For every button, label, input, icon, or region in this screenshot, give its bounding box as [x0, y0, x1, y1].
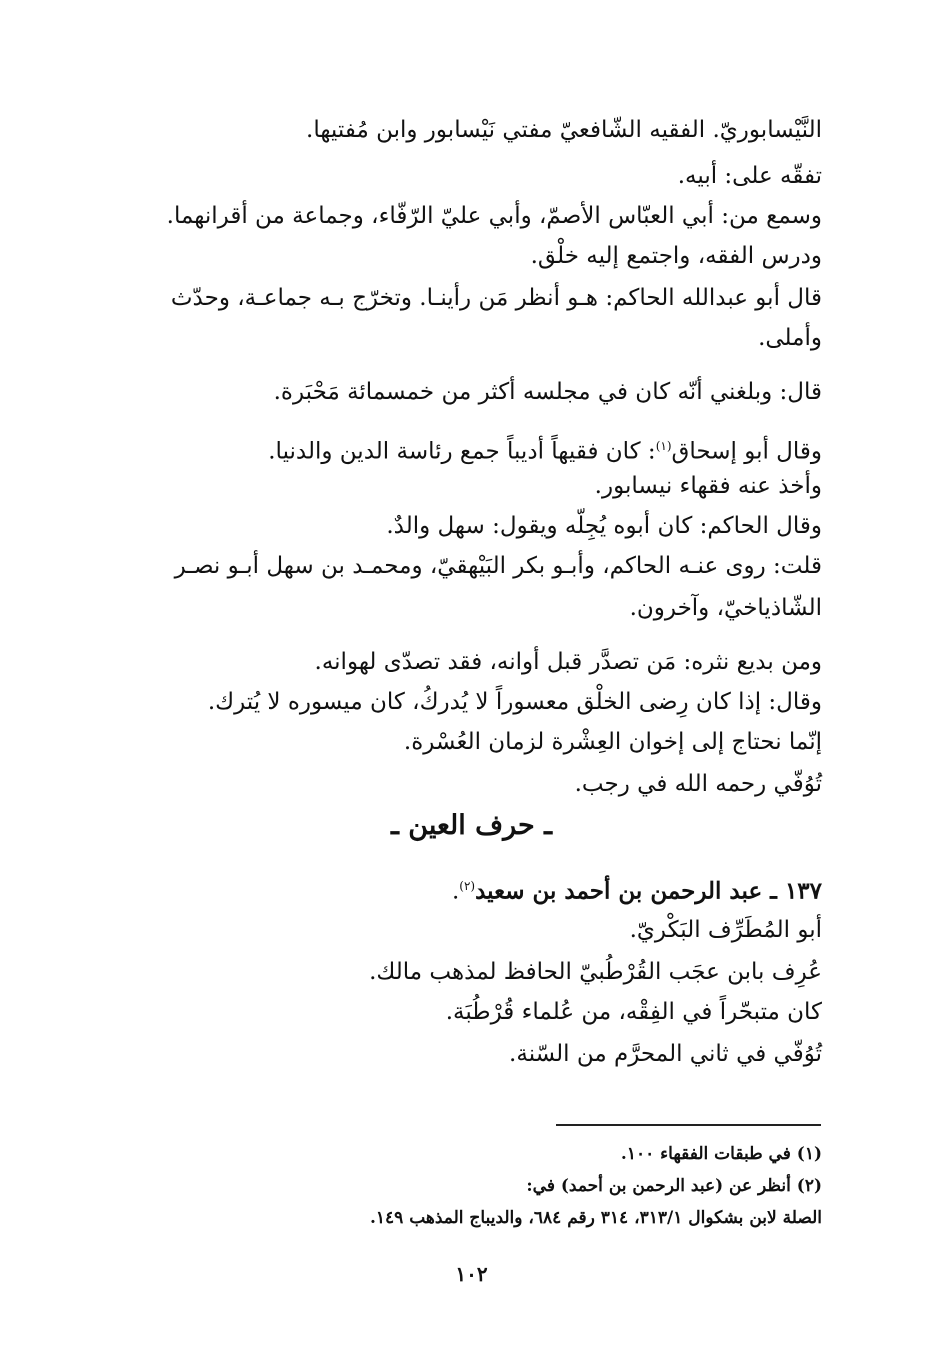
text-line: وقال الحاكم: كان أبوه يُجِلّه ويقول: سهل والدٌ. [386, 513, 822, 539]
text-line: عُرِف بابن عجَب القُرْطُبيّ الحافظ لمذهب مالك. [369, 959, 822, 985]
footnote-marker: (٢) [459, 879, 476, 893]
section-heading: ـ حرف العين ـ [390, 810, 553, 841]
text-line: وأملى. [758, 325, 822, 351]
footnote-divider [556, 1124, 821, 1126]
text-fragment: : كان فقيهاً أديباً جمع رئاسة الدين والدنيا. [268, 438, 656, 465]
text-line: ومن بديع نثره: مَن تصدَّر قبل أوانه، فقد تصدّى لهوانه. [314, 649, 822, 675]
footnote: (١) في طبقات الفقهاء ١٠٠. [620, 1144, 822, 1164]
entry-title-line [452, 870, 822, 908]
footnote-continuation: الصلة لابن بشكوال ٣١٣/١، ٣١٤ رقم ٦٨٤، والديباج المذهب ١٤٩. [369, 1208, 822, 1228]
text-fragment: . [451, 878, 460, 905]
entry-title: ١٣٧ ـ عبد الرحمن بن أحمد بن سعيد [475, 877, 822, 905]
text-line: النَّيْسابوريّ. الفقيه الشّافعيّ مفتي نَيْسابور وابن مُفتيها. [306, 117, 822, 143]
text-line: تُوُفّي رحمه الله في رجب. [574, 771, 822, 797]
footnote: (٢) أنظر عن (عبد الرحمن بن أحمد) في: [526, 1176, 822, 1196]
text-line: قال: وبلغني أنّه كان في مجلسه أكثر من خمسمائة مَحْبَرة. [273, 379, 822, 405]
page-number: ١٠٢ [455, 1262, 488, 1286]
text-line: قلت: روى عنـه الحاكم، وأبـو بكر البَيْهقيّ، ومحمـد بن سهل أبـو نصـر [174, 553, 822, 579]
text-line: وسمع من: أبي العبّاس الأصمّ، وأبي عليّ الرّفّاء، وجماعة من أقرانهما. [166, 203, 822, 229]
text-line: أبو المُطَرِّف البَكْريّ. [629, 917, 822, 943]
text-line: الشّاذياخيّ، وآخرون. [629, 595, 822, 621]
footnote-marker: (١) [655, 439, 672, 453]
text-line: وأخذ عنه فقهاء نيسابور. [594, 473, 822, 499]
text-line: قال أبو عبدالله الحاكم: هـو أنظر مَن رأينـا. وتخرّج بـه جماعـة، وحدّث [170, 285, 822, 311]
text-line: وقال: إذا كان رِضى الخلْق معسوراً لا يُدركُ، كان ميسوره لا يُترك. [207, 689, 822, 715]
text-line: إنّما نحتاج إلى إخوان العِشْرة لزمان العُسْرة. [403, 729, 822, 755]
text-line-with-footnote [268, 430, 822, 468]
text-fragment: وقال أبو إسحاق [671, 438, 822, 465]
text-line: تفقّه على: أبيه. [677, 163, 822, 189]
text-line: تُوُفّي في ثاني المحرَّم من السّنة. [509, 1041, 822, 1067]
text-line: كان متبحّراً في الفِقْه، من عُلماء قُرْطُبَة. [445, 999, 822, 1025]
text-line: ودرس الفقه، واجتمع إليه خلْق. [530, 243, 822, 269]
